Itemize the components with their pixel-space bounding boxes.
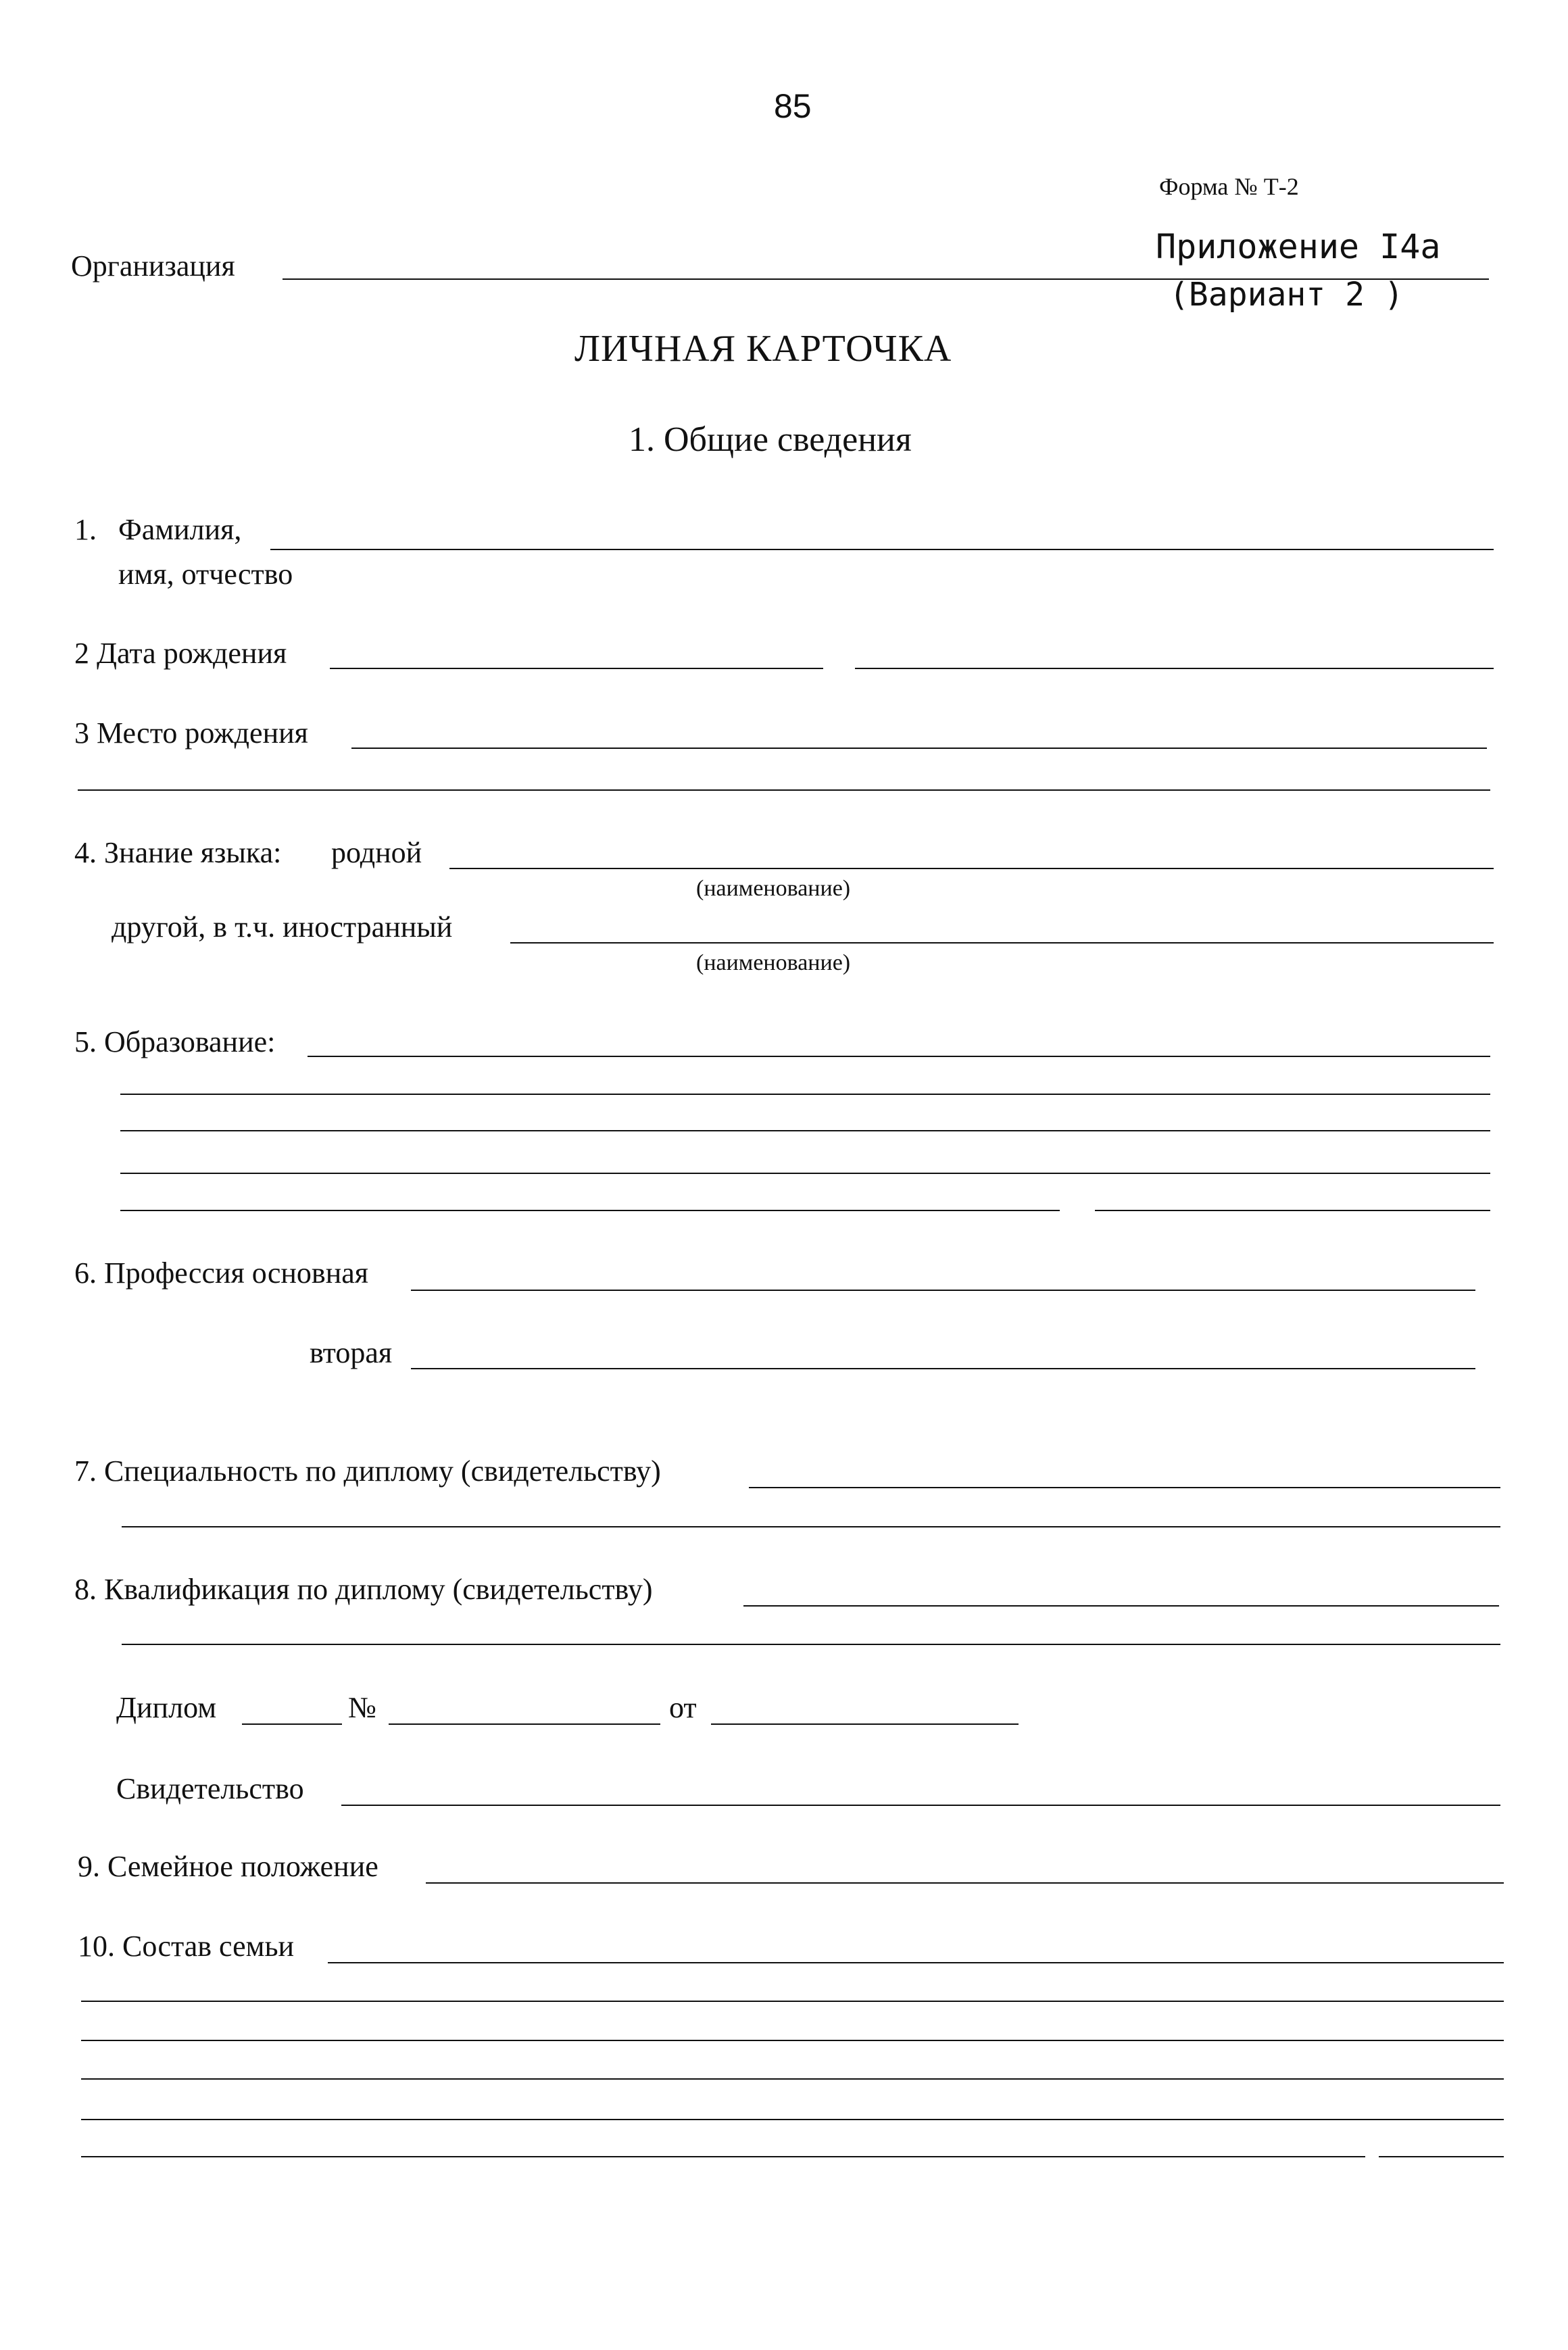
- field-8-line-a[interactable]: [743, 1605, 1499, 1607]
- field-1-line[interactable]: [270, 549, 1494, 550]
- page-number: 85: [774, 87, 812, 125]
- certificate-label: Свидетельство: [116, 1772, 304, 1805]
- field-10-label: 10. Состав семьи: [78, 1930, 295, 1963]
- field-5-label: 5. Образование:: [74, 1025, 276, 1058]
- diploma-series-line[interactable]: [242, 1723, 342, 1725]
- field-6-main-line[interactable]: [411, 1290, 1475, 1291]
- field-6-second-label: вторая: [310, 1336, 393, 1369]
- field-9-line[interactable]: [426, 1882, 1504, 1884]
- page-title: ЛИЧНАЯ КАРТОЧКА: [574, 328, 952, 370]
- diploma-number-sign: №: [348, 1691, 376, 1724]
- field-10-line-4[interactable]: [81, 2078, 1504, 2080]
- field-4-native-label: родной: [331, 836, 422, 869]
- diploma-label: Диплом: [116, 1691, 217, 1724]
- diploma-date-line[interactable]: [711, 1723, 1019, 1725]
- field-5-line-2[interactable]: [120, 1094, 1490, 1095]
- field-4-hint: (наименование): [696, 876, 851, 901]
- field-10-line-2[interactable]: [81, 2001, 1504, 2002]
- field-10-line-3[interactable]: [81, 2040, 1504, 2041]
- diploma-number-line[interactable]: [389, 1723, 660, 1725]
- field-4-other-label: другой, в т.ч. иностранный: [112, 910, 453, 944]
- field-5-line-5a[interactable]: [120, 1210, 1060, 1211]
- appendix-line-1: Приложение I4а: [1156, 227, 1441, 266]
- field-8-line-b[interactable]: [122, 1644, 1500, 1645]
- field-4-hint-2: (наименование): [696, 950, 851, 975]
- certificate-line[interactable]: [341, 1805, 1500, 1806]
- field-5-line-4[interactable]: [120, 1173, 1490, 1174]
- field-1-label-a: Фамилия,: [118, 513, 242, 546]
- appendix-line-2: (Вариант 2 ): [1169, 276, 1404, 314]
- organization-label: Организация: [71, 249, 235, 283]
- field-1-number: 1.: [74, 513, 97, 546]
- field-9-label: 9. Семейное положение: [78, 1850, 378, 1883]
- field-7-line-b[interactable]: [122, 1526, 1500, 1527]
- field-6-label: 6. Профессия основная: [74, 1256, 369, 1290]
- field-6-second-line[interactable]: [411, 1368, 1475, 1369]
- field-2-label: 2 Дата рождения: [74, 637, 287, 670]
- diploma-from-label: от: [669, 1691, 697, 1724]
- field-7-line-a[interactable]: [749, 1487, 1500, 1488]
- field-10-line-1[interactable]: [328, 1962, 1504, 1963]
- field-2-line-b[interactable]: [855, 668, 1494, 669]
- field-1-label-b: имя, отчество: [118, 558, 293, 591]
- field-4-other-line[interactable]: [510, 942, 1494, 944]
- field-3-line-a[interactable]: [351, 748, 1487, 749]
- field-4-native-line[interactable]: [449, 868, 1494, 869]
- field-5-line-1[interactable]: [308, 1056, 1490, 1057]
- field-4-label: 4. Знание языка:: [74, 836, 282, 869]
- field-5-line-3[interactable]: [120, 1130, 1490, 1131]
- field-10-line-6b[interactable]: [1379, 2156, 1504, 2157]
- field-2-line-a[interactable]: [330, 668, 823, 669]
- field-3-line-b[interactable]: [78, 789, 1490, 791]
- field-10-line-6a[interactable]: [81, 2156, 1365, 2157]
- organization-line[interactable]: [283, 278, 1489, 280]
- form-label: Форма № Т-2: [1159, 173, 1299, 200]
- section-title: 1. Общие сведения: [629, 420, 912, 459]
- field-3-label: 3 Место рождения: [74, 716, 308, 750]
- field-8-label: 8. Квалификация по диплому (свидетельству): [74, 1573, 653, 1606]
- field-7-label: 7. Специальность по диплому (свидетельству): [74, 1454, 661, 1488]
- field-5-line-5b[interactable]: [1095, 1210, 1490, 1211]
- field-10-line-5[interactable]: [81, 2119, 1504, 2120]
